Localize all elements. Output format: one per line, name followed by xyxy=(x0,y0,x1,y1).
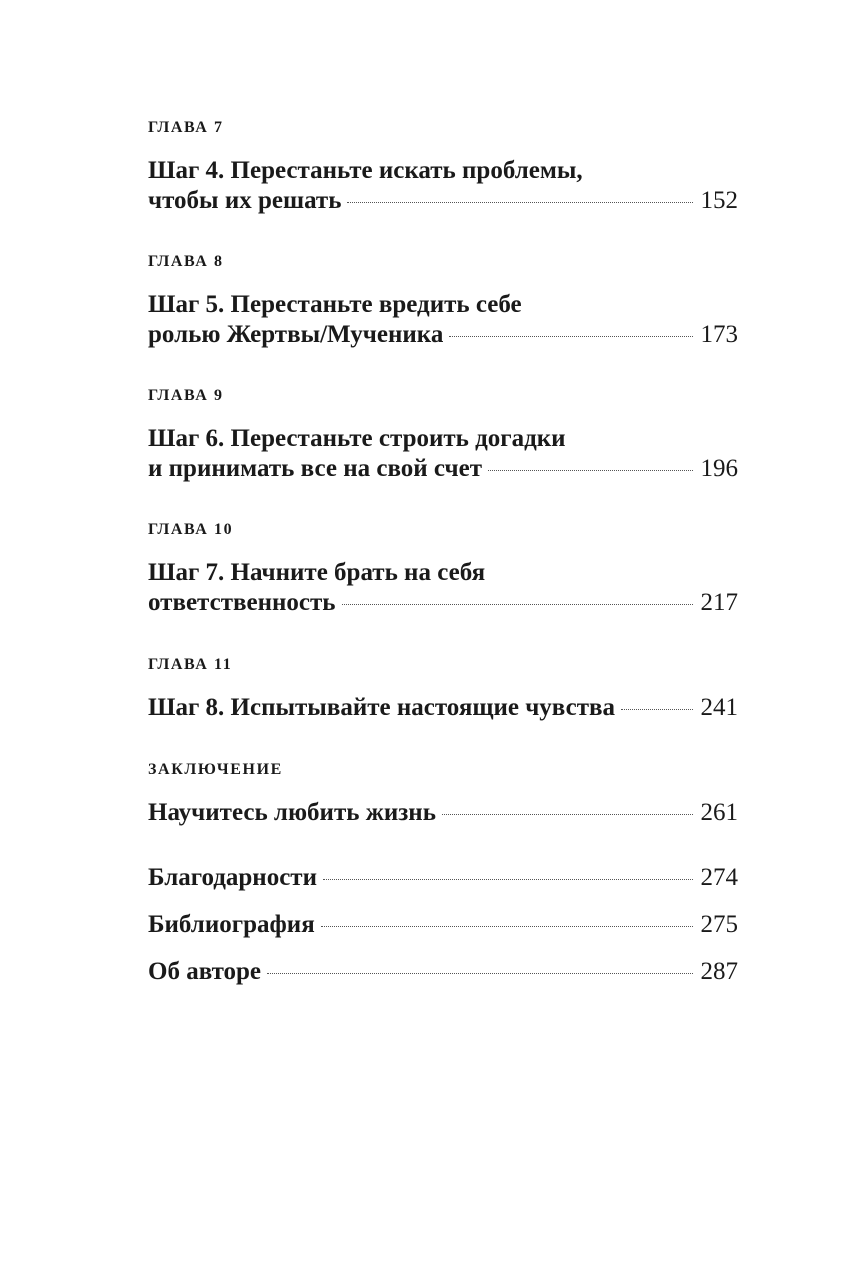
dot-leader xyxy=(323,879,693,880)
chapter-title-line: Научитесь любить жизнь xyxy=(148,799,436,826)
entry-title: Благодарности xyxy=(148,864,317,891)
dot-leader xyxy=(442,814,693,815)
chapter-title-line: Шаг 7. Начните брать на себя xyxy=(148,559,486,586)
dot-leader xyxy=(267,973,692,974)
dot-leader xyxy=(488,470,693,471)
chapter-label: ГЛАВА 8 xyxy=(148,253,224,270)
chapter-title-line: Шаг 8. Испытывайте настоящие чувства xyxy=(148,694,615,721)
toc-section-chapter-9 xyxy=(148,386,738,484)
page-number: 196 xyxy=(700,455,738,482)
entry-title: Об авторе xyxy=(148,958,262,985)
toc-section-conclusion xyxy=(148,760,738,828)
toc-entry[interactable] xyxy=(148,454,738,484)
toc-entry-acknowledgements[interactable] xyxy=(148,863,738,893)
toc-entry-bibliography[interactable] xyxy=(148,910,738,940)
chapter-title-line: и принимать все на свой счет xyxy=(148,455,482,482)
toc-entry[interactable] xyxy=(148,320,738,350)
page-number: 275 xyxy=(700,911,738,938)
chapter-title-line: ответственность xyxy=(148,589,336,616)
toc-entry[interactable] xyxy=(148,693,738,723)
chapter-label: ГЛАВА 9 xyxy=(148,387,224,404)
page-number: 287 xyxy=(700,958,738,985)
chapter-label: ГЛАВА 10 xyxy=(148,521,234,538)
chapter-label: ГЛАВА 11 xyxy=(148,656,233,673)
page-number: 241 xyxy=(700,694,738,721)
page-number: 152 xyxy=(700,187,738,214)
dot-leader xyxy=(621,709,693,710)
toc-section-chapter-7 xyxy=(148,118,738,216)
toc-entry[interactable] xyxy=(148,798,738,828)
chapter-title-line: Шаг 5. Перестаньте вредить себе xyxy=(148,291,522,318)
dot-leader xyxy=(342,604,693,605)
toc-entry[interactable] xyxy=(148,186,738,216)
toc-section-chapter-10 xyxy=(148,520,738,618)
chapter-title-line: Шаг 6. Перестаньте строить догадки xyxy=(148,425,566,452)
dot-leader xyxy=(449,336,692,337)
page-number: 261 xyxy=(700,799,738,826)
chapter-title-line: Шаг 4. Перестаньте искать проблемы, xyxy=(148,157,583,184)
chapter-title-line: ролью Жертвы/Мученика xyxy=(148,321,444,348)
chapter-label: ЗАКЛЮЧЕНИЕ xyxy=(148,761,283,778)
chapter-title-line: чтобы их решать xyxy=(148,187,342,214)
toc-section-chapter-8 xyxy=(148,252,738,350)
entry-title: Библиография xyxy=(148,911,315,938)
toc-section-chapter-11 xyxy=(148,655,738,723)
page-number: 217 xyxy=(700,589,738,616)
toc-entry[interactable] xyxy=(148,588,738,618)
dot-leader xyxy=(321,926,693,927)
page-number: 274 xyxy=(700,864,738,891)
page-number: 173 xyxy=(700,321,738,348)
toc-entry-about-author[interactable] xyxy=(148,957,738,987)
dot-leader xyxy=(347,202,692,203)
chapter-label: ГЛАВА 7 xyxy=(148,119,224,136)
